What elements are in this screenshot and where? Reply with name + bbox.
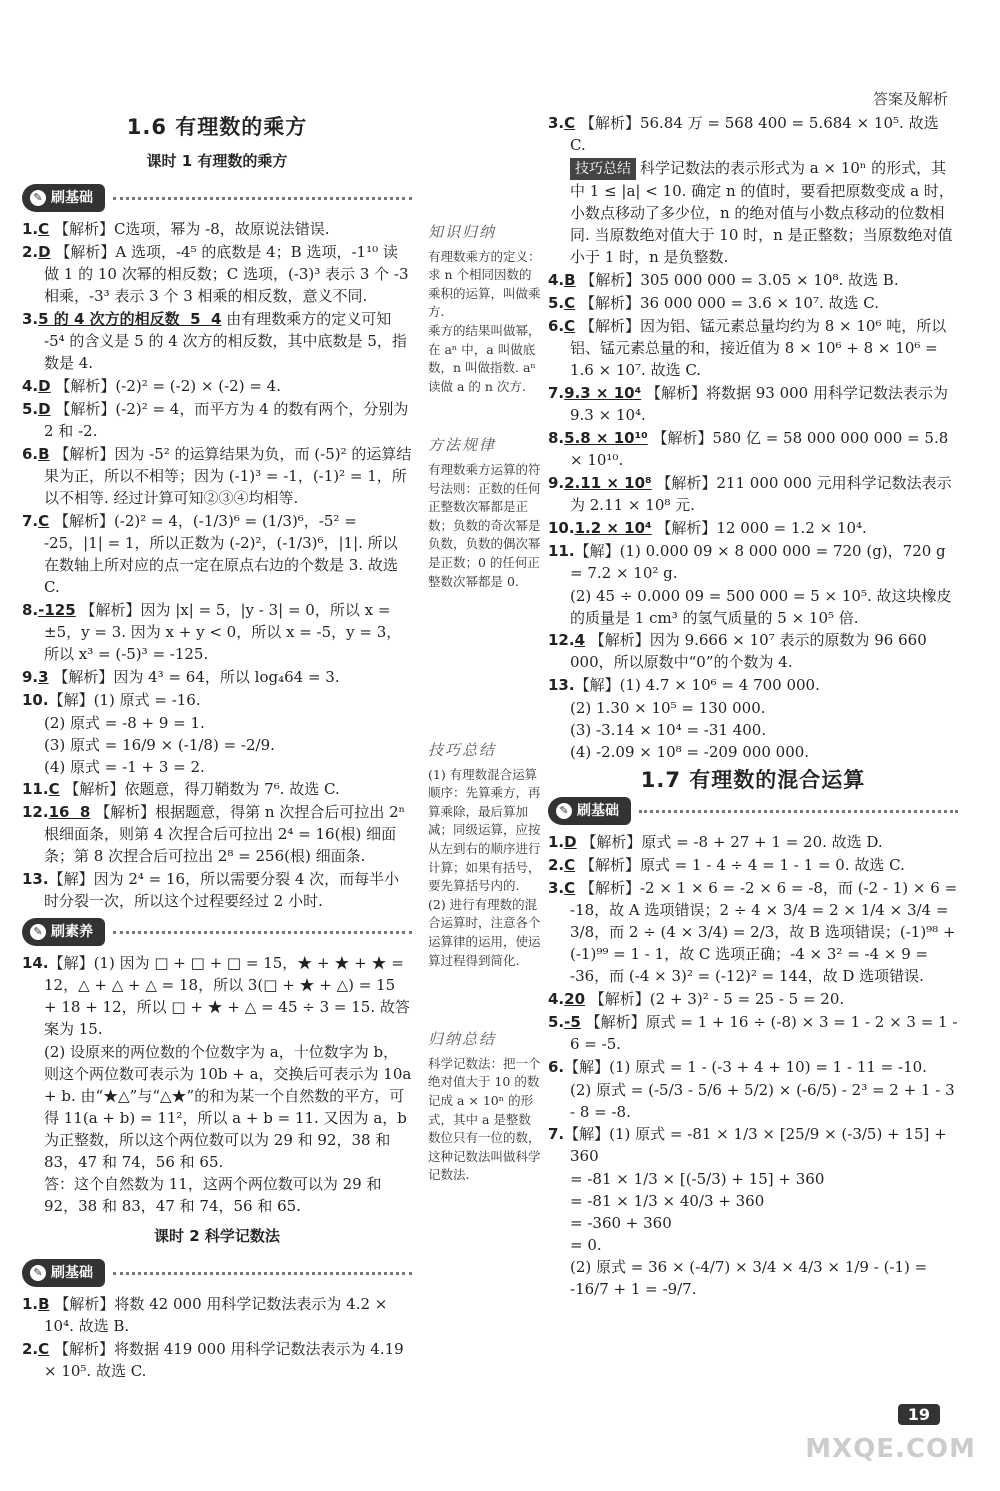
item-number: 7. — [22, 512, 39, 530]
item-answer: 5.8 × 10¹⁰ — [564, 429, 648, 447]
item-text: (2) 原式 = -8 + 9 = 1. — [44, 714, 205, 732]
item-text: 【解析】因为 -5² 的运算结果为负，而 (-5)² 的运算结果为正，所以不相等；因为 (-1)³ = -1，(-1)² = 1，所以不相等. 经过计算可知②③④均相等. — [44, 445, 412, 507]
item-answer: C — [38, 220, 50, 238]
answer-item — [548, 854, 958, 876]
answer-item — [548, 269, 958, 291]
item-number: 14. — [22, 954, 49, 972]
item-text: (3) -3.14 × 10⁴ = -31 400. — [570, 721, 767, 739]
item-number: 1. — [22, 1295, 39, 1313]
item-text: 【解析】(-2)² = 4，(-1/3)⁶ = (1/3)⁶，-5² = -25，|1| = 1，所以正数为 (-2)²，(-1/3)⁶，|1|. 所以在数轴上所对应的点一定在原点右边的个数是 3. 故选 C. — [44, 512, 403, 596]
note-title: 归纳总结 — [428, 1030, 497, 1049]
page-header: 答案及解析 — [872, 90, 948, 108]
item-answer: C — [564, 317, 576, 335]
answer-item — [22, 666, 412, 688]
item-text: 【解析】因为 4³ = 64，所以 log₄64 = 3. — [53, 668, 340, 686]
item-text: 【解析】(2 + 3)² - 5 = 25 - 5 = 20. — [589, 990, 845, 1008]
lesson2-title: 课时 2 科学记数法 — [154, 1227, 280, 1245]
answer-item — [548, 629, 958, 673]
note-title: 方法规律 — [428, 436, 497, 455]
answer-item — [22, 734, 412, 756]
item-answer: -5 — [564, 1013, 581, 1031]
item-number: 4. — [22, 377, 39, 395]
answer-item — [22, 756, 412, 778]
answer-item — [548, 427, 958, 471]
answer-item — [548, 112, 958, 156]
tip-label: 技巧总结 — [570, 158, 636, 180]
item-text: 答：这个自然数为 11，这两个两位数可以为 29 和 92，38 和 83，47 和 74，56 和 65. — [44, 1175, 387, 1215]
item-text: 【解析】依题意，得刀鞘数为 7⁶. 故选 C. — [64, 780, 340, 798]
item-text: 【解析】因为 |x| = 5，|y - 3| = 0，所以 x = ±5，y = 3. 因为 x + y < 0，所以 x = -5，y = 3，所以 x³ = (-5)³ = -125. — [44, 601, 402, 663]
item-answer: 2.11 × 10⁸ — [564, 474, 652, 492]
side-notes — [428, 215, 543, 1191]
item-answer: D — [38, 400, 51, 418]
item-answer: C — [48, 780, 60, 798]
item-answer: 5 的 4 次方的相反数 5 4 — [38, 310, 222, 328]
answer-item — [548, 1056, 958, 1078]
note-text: 科学记数法：把一个绝对值大于 10 的数记成 a × 10ⁿ 的形式，其中 a 是整数数位只有一位的数，这种记数法叫做科学记数法. — [428, 1055, 541, 1183]
answer-item — [22, 510, 412, 598]
answer-item — [548, 472, 958, 516]
item-answer: 1.2 × 10⁴ — [574, 519, 652, 537]
answer-item — [548, 1190, 958, 1212]
item-number: 1. — [22, 220, 39, 238]
item-answer: 20 — [564, 990, 586, 1008]
item-text: (4) 原式 = -1 + 3 = 2. — [44, 758, 205, 776]
answer-item — [22, 443, 412, 509]
item-text: = -81 × 1/3 × 40/3 + 360 — [570, 1192, 765, 1210]
section-title-1-7: 1.7 有理数的混合运算 — [640, 768, 866, 792]
item-text: 【解析】(-2)² = 4，而平方为 4 的数有两个，分别为 2 和 -2. — [44, 400, 414, 440]
answer-item — [548, 1234, 958, 1256]
answer-item — [22, 599, 412, 665]
item-number: 13. — [22, 870, 49, 888]
item-answer: B — [38, 445, 50, 463]
note-text: (1) 有理数混合运算顺序：先算乘方，再算乘除，最后算加减；同级运算，应按从左到右的顺序进行计算；如果有括号，要先算括号内的. (2) 进行有理数的混合运算时，注意各个运算律的运用，使运算过程得到简化. — [428, 766, 541, 968]
item-number: 4. — [548, 271, 565, 289]
item-answer: 16 8 — [48, 803, 91, 821]
item-number: 8. — [548, 429, 565, 447]
item-number: 8. — [22, 601, 39, 619]
item-number: 3. — [548, 879, 565, 897]
answer-item — [22, 868, 412, 912]
item-number: 2. — [22, 1340, 39, 1358]
item-text: 【解析】C选项，幂为 -8，故原说法错误. — [53, 220, 330, 238]
left-items-2 — [22, 952, 417, 1217]
item-number: 11. — [22, 780, 49, 798]
item-answer: D — [38, 377, 51, 395]
answer-item — [22, 801, 412, 867]
item-text: 【解析】根据题意，得第 n 次捏合后可拉出 2ⁿ 根细面条，则第 4 次捏合后可拉出 2⁴ = 16(根) 细面条；第 8 次捏合后可拉出 2⁸ = 256(根) 细面条. — [44, 803, 410, 865]
item-answer: C — [38, 1340, 50, 1358]
item-number: 11. — [548, 542, 575, 560]
item-text: 【解析】12 000 = 1.2 × 10⁴. — [656, 519, 867, 537]
item-number: 1. — [548, 833, 565, 851]
answer-item — [22, 1041, 417, 1173]
item-text: (2) 设原来的两位数的个位数字为 a，十位数字为 b，则这个两位数可表示为 10b + a，交换后可表示为 10a + b. 由“★△”与“△★”的和为某一个自然数的平方，可得 11(a + b) = 11²，所以 a + b = 11. 又因为 a，b 为正整数，所以这个两位数可以为 29 和 92，38 和 83，47 和 74，56 和 65. — [44, 1043, 417, 1171]
item-text: 【解析】将数据 419 000 用科学记数法表示为 4.19 × 10⁵. 故选 C. — [44, 1340, 409, 1380]
item-number: 6. — [548, 1058, 565, 1076]
pencil-icon: ✎ — [30, 1265, 46, 1281]
item-answer: D — [38, 243, 51, 261]
note-title: 技巧总结 — [428, 741, 497, 760]
note-title: 知识归纳 — [428, 223, 497, 241]
answer-item — [22, 218, 412, 240]
band-basic-3: ✎ 刷基础 — [548, 797, 958, 825]
watermark: MXQE.COM — [805, 1434, 976, 1464]
item-text: = -81 × 1/3 × [(-5/3) + 15] + 360 — [570, 1170, 825, 1188]
answer-item — [22, 778, 412, 800]
item-number: 3. — [548, 114, 565, 132]
item-text: (2) 45 ÷ 0.000 09 = 500 000 = 5 × 10⁵. 故这块橡皮的质量是 1 cm³ 的氢气质量的 5 × 10⁵ 倍. — [570, 587, 952, 627]
note-text: 有理数乘方的定义：求 n 个相同因数的乘积的运算，叫做乘方. 乘方的结果叫做幂，在 aⁿ 中，a 叫做底数，n 叫做指数. aⁿ 读做 a 的 n 次方. — [428, 248, 541, 394]
item-answer: B — [38, 1295, 50, 1313]
item-number: 3. — [22, 310, 39, 328]
item-text: 【解】(1) 因为 □ + □ + □ = 15，★ + ★ + ★ = 12，△ + △ + △ = 18，所以 3(□ + ★ + △) = 15 + 18 + 12，所以 □ + ★ + △ = 45 ÷ 3 = 15. 故答案为 15. — [44, 954, 410, 1038]
item-text: 【解析】56.84 万 = 568 400 = 5.684 × 10⁵. 故选 C. — [570, 114, 944, 154]
item-number: 2. — [548, 856, 565, 874]
left-column — [22, 112, 417, 1383]
item-text: = 0. — [570, 1236, 602, 1254]
item-text: 【解】(1) 4.7 × 10⁶ = 4 700 000. — [574, 676, 820, 694]
item-text: (2) 原式 = (-5/3 - 5/6 + 5/2) × (-6/5) - 2³ = 2 + 1 - 3 - 8 = -8. — [570, 1081, 960, 1121]
item-text: 【解析】211 000 000 元用科学记数法表示为 2.11 × 10⁸ 元. — [570, 474, 952, 514]
answer-item — [22, 1173, 412, 1217]
band-basic-1: ✎ 刷基础 — [22, 184, 412, 212]
item-text: 【解】(1) 原式 = -16. — [48, 691, 201, 709]
item-text: (3) 原式 = 16/9 × (-1/8) = -2/9. — [44, 736, 275, 754]
item-answer: 3 — [38, 668, 49, 686]
item-text: 【解析】580 亿 = 58 000 000 000 = 5.8 × 10¹⁰. — [570, 429, 954, 469]
answer-item — [22, 1338, 412, 1382]
right-column — [548, 112, 963, 1300]
item-text: 【解析】36 000 000 = 3.6 × 10⁷. 故选 C. — [579, 294, 880, 312]
answer-item — [548, 719, 958, 741]
item-answer: B — [564, 271, 576, 289]
answer-item — [548, 1256, 958, 1300]
item-text: (2) 1.30 × 10⁵ = 130 000. — [570, 699, 766, 717]
left-items-1 — [22, 218, 412, 912]
band-quality: ✎ 刷素养 — [22, 918, 412, 946]
lesson1-title: 课时 1 有理数的乘方 — [146, 152, 288, 170]
item-text: 【解析】因为 9.666 × 10⁷ 表示的原数为 96 660 000，所以原数中“0”的个数为 4. — [570, 631, 932, 671]
answer-item — [548, 988, 958, 1010]
answer-item — [548, 585, 958, 629]
answer-item — [22, 398, 412, 442]
item-number: 7. — [548, 1125, 565, 1143]
answer-item — [548, 315, 958, 381]
item-answer: -125 — [38, 601, 76, 619]
item-text: 【解析】原式 = 1 - 4 ÷ 4 = 1 - 1 = 0. 故选 C. — [579, 856, 905, 874]
item-number: 12. — [548, 631, 575, 649]
answer-item — [548, 697, 958, 719]
right-items-3 — [548, 831, 963, 1300]
item-answer: C — [564, 114, 576, 132]
pencil-icon: ✎ — [30, 190, 46, 206]
item-number: 2. — [22, 243, 39, 261]
item-text: 【解析】原式 = -8 + 27 + 1 = 20. 故选 D. — [581, 833, 883, 851]
item-answer: C — [38, 512, 50, 530]
answer-item — [22, 241, 412, 307]
item-number: 10. — [22, 691, 49, 709]
item-text: 【解】因为 2⁴ = 16，所以需要分裂 4 次，而每半小时分裂一次，所以这个过程要经过 2 小时. — [44, 870, 400, 910]
answer-item — [22, 689, 412, 711]
item-number: 5. — [548, 294, 565, 312]
item-text: 【解】(1) 原式 = -81 × 1/3 × [25/9 × (-3/5) + 15] + 360 — [564, 1125, 952, 1165]
tip-text: 科学记数法的表示形式为 a × 10ⁿ 的形式，其中 1 ≤ |a| < 10. 确定 n 的值时，要看把原数变成 a 时，小数点移动了多少位，n 的绝对值与小数点移动的位数相同. 当原数绝对值大于 10 时，n 是正整数；当原数绝对值小于 1 时，n 是负整数. — [570, 159, 954, 266]
note-text: 有理数乘方运算的符号法则：正数的任何正整数次幂都是正数；负数的奇次幂是负数，负数的偶次幂是正数；0 的任何正整数次幂都是 0. — [428, 461, 541, 589]
item-number: 6. — [548, 317, 565, 335]
item-answer: C — [564, 856, 576, 874]
item-text: 【解析】A 选项，-4⁵ 的底数是 4；B 选项，-1¹⁰ 读做 1 的 10 次幂的相反数；C 选项，(-3)³ 表示 3 个 -3 相乘，-3³ 表示 3 个 3 相乘的相反数，意义不同. — [44, 243, 414, 305]
answer-item — [22, 308, 412, 374]
item-answer: D — [564, 833, 577, 851]
page-number: 19 — [898, 1404, 940, 1425]
answer-item — [22, 712, 412, 734]
item-number: 6. — [22, 445, 39, 463]
item-number: 10. — [548, 519, 575, 537]
answer-item — [548, 831, 958, 853]
answer-item — [548, 1212, 958, 1234]
item-number: 5. — [548, 1013, 565, 1031]
band-basic-2: ✎ 刷基础 — [22, 1259, 412, 1287]
item-answer: 4 — [574, 631, 586, 649]
item-text: (2) 原式 = 36 × (-4/7) × 3/4 × 4/3 × 1/9 - (-1) = -16/7 + 1 = -9/7. — [570, 1258, 932, 1298]
item-text: 【解析】将数据 93 000 用科学记数法表示为 9.3 × 10⁴. — [570, 384, 953, 424]
answer-item — [548, 741, 958, 763]
item-number: 5. — [22, 400, 39, 418]
answer-item — [548, 1011, 963, 1055]
item-text: 【解析】305 000 000 = 3.05 × 10⁸. 故选 B. — [580, 271, 899, 289]
item-answer: C — [564, 879, 576, 897]
right-items-2 — [548, 269, 958, 763]
item-number: 13. — [548, 676, 575, 694]
left-items-3 — [22, 1293, 412, 1382]
item-number: 7. — [548, 384, 565, 402]
answer-item — [548, 292, 958, 314]
item-text: 【解析】将数 42 000 用科学记数法表示为 4.2 × 10⁴. 故选 B. — [44, 1295, 393, 1335]
answer-item — [22, 375, 412, 397]
answer-item — [548, 540, 958, 584]
section-title-1-6: 1.6 有理数的乘方 — [126, 115, 308, 139]
item-number: 9. — [548, 474, 565, 492]
item-text: 【解析】因为铝、锰元素总量均约为 8 × 10⁶ 吨，所以铝、锰元素总量的和，接近值为 8 × 10⁶ + 8 × 10⁶ = 1.6 × 10⁷. 故选 C. — [570, 317, 947, 379]
item-answer: C — [564, 294, 576, 312]
item-number: 12. — [22, 803, 49, 821]
answer-item — [22, 1293, 412, 1337]
item-answer: 9.3 × 10⁴ — [564, 384, 642, 402]
item-text: 【解】(1) 0.000 09 × 8 000 000 = 720 (g)，720 g = 7.2 × 10² g. — [570, 542, 951, 582]
item-text: 【解】(1) 原式 = 1 - (-3 + 4 + 10) = 1 - 11 = -10. — [564, 1058, 927, 1076]
answer-item — [548, 1079, 958, 1123]
pencil-icon: ✎ — [556, 803, 572, 819]
item-text: 【解析】-2 × 1 × 6 = -2 × 6 = -8，而 (-2 - 1) × 6 = -18，故 A 选项错误；2 ÷ 4 × 3/4 = 2 × 1/4 × 3/4 = 3/8，而 2 ÷ (4 × 3/4) = 2/3，故 B 选项错误；(-1)⁹⁸ + (-1)⁹⁹ = 1 - 1，故 C 选项正确；-4 × 3² = -4 × 9 = -36，而 (-4 × 3)² = (-12)² = 144，故 D 选项错误. — [570, 879, 962, 985]
item-text: 【解析】原式 = 1 + 16 ÷ (-8) × 3 = 1 - 2 × 3 = 1 - 6 = -5. — [570, 1013, 963, 1053]
item-text: 由有理数乘方的定义可知 -5⁴ 的含义是 5 的 4 次方的相反数，其中底数是 5，指数是 4. — [44, 310, 407, 372]
pencil-icon: ✎ — [30, 924, 46, 940]
answer-item — [548, 877, 962, 987]
item-text: = -360 + 360 — [570, 1214, 672, 1232]
answer-item — [548, 674, 958, 696]
answer-item — [548, 1168, 958, 1190]
item-number: 9. — [22, 668, 39, 686]
tip-block — [548, 157, 958, 268]
answer-item — [548, 517, 958, 539]
answer-item — [548, 1123, 958, 1167]
item-text: 【解析】(-2)² = (-2) × (-2) = 4. — [55, 377, 281, 395]
item-text: (4) -2.09 × 10⁸ = -209 000 000. — [570, 743, 810, 761]
answer-item — [548, 382, 958, 426]
right-items-1 — [548, 112, 958, 156]
item-number: 4. — [548, 990, 565, 1008]
answer-item — [22, 952, 412, 1040]
